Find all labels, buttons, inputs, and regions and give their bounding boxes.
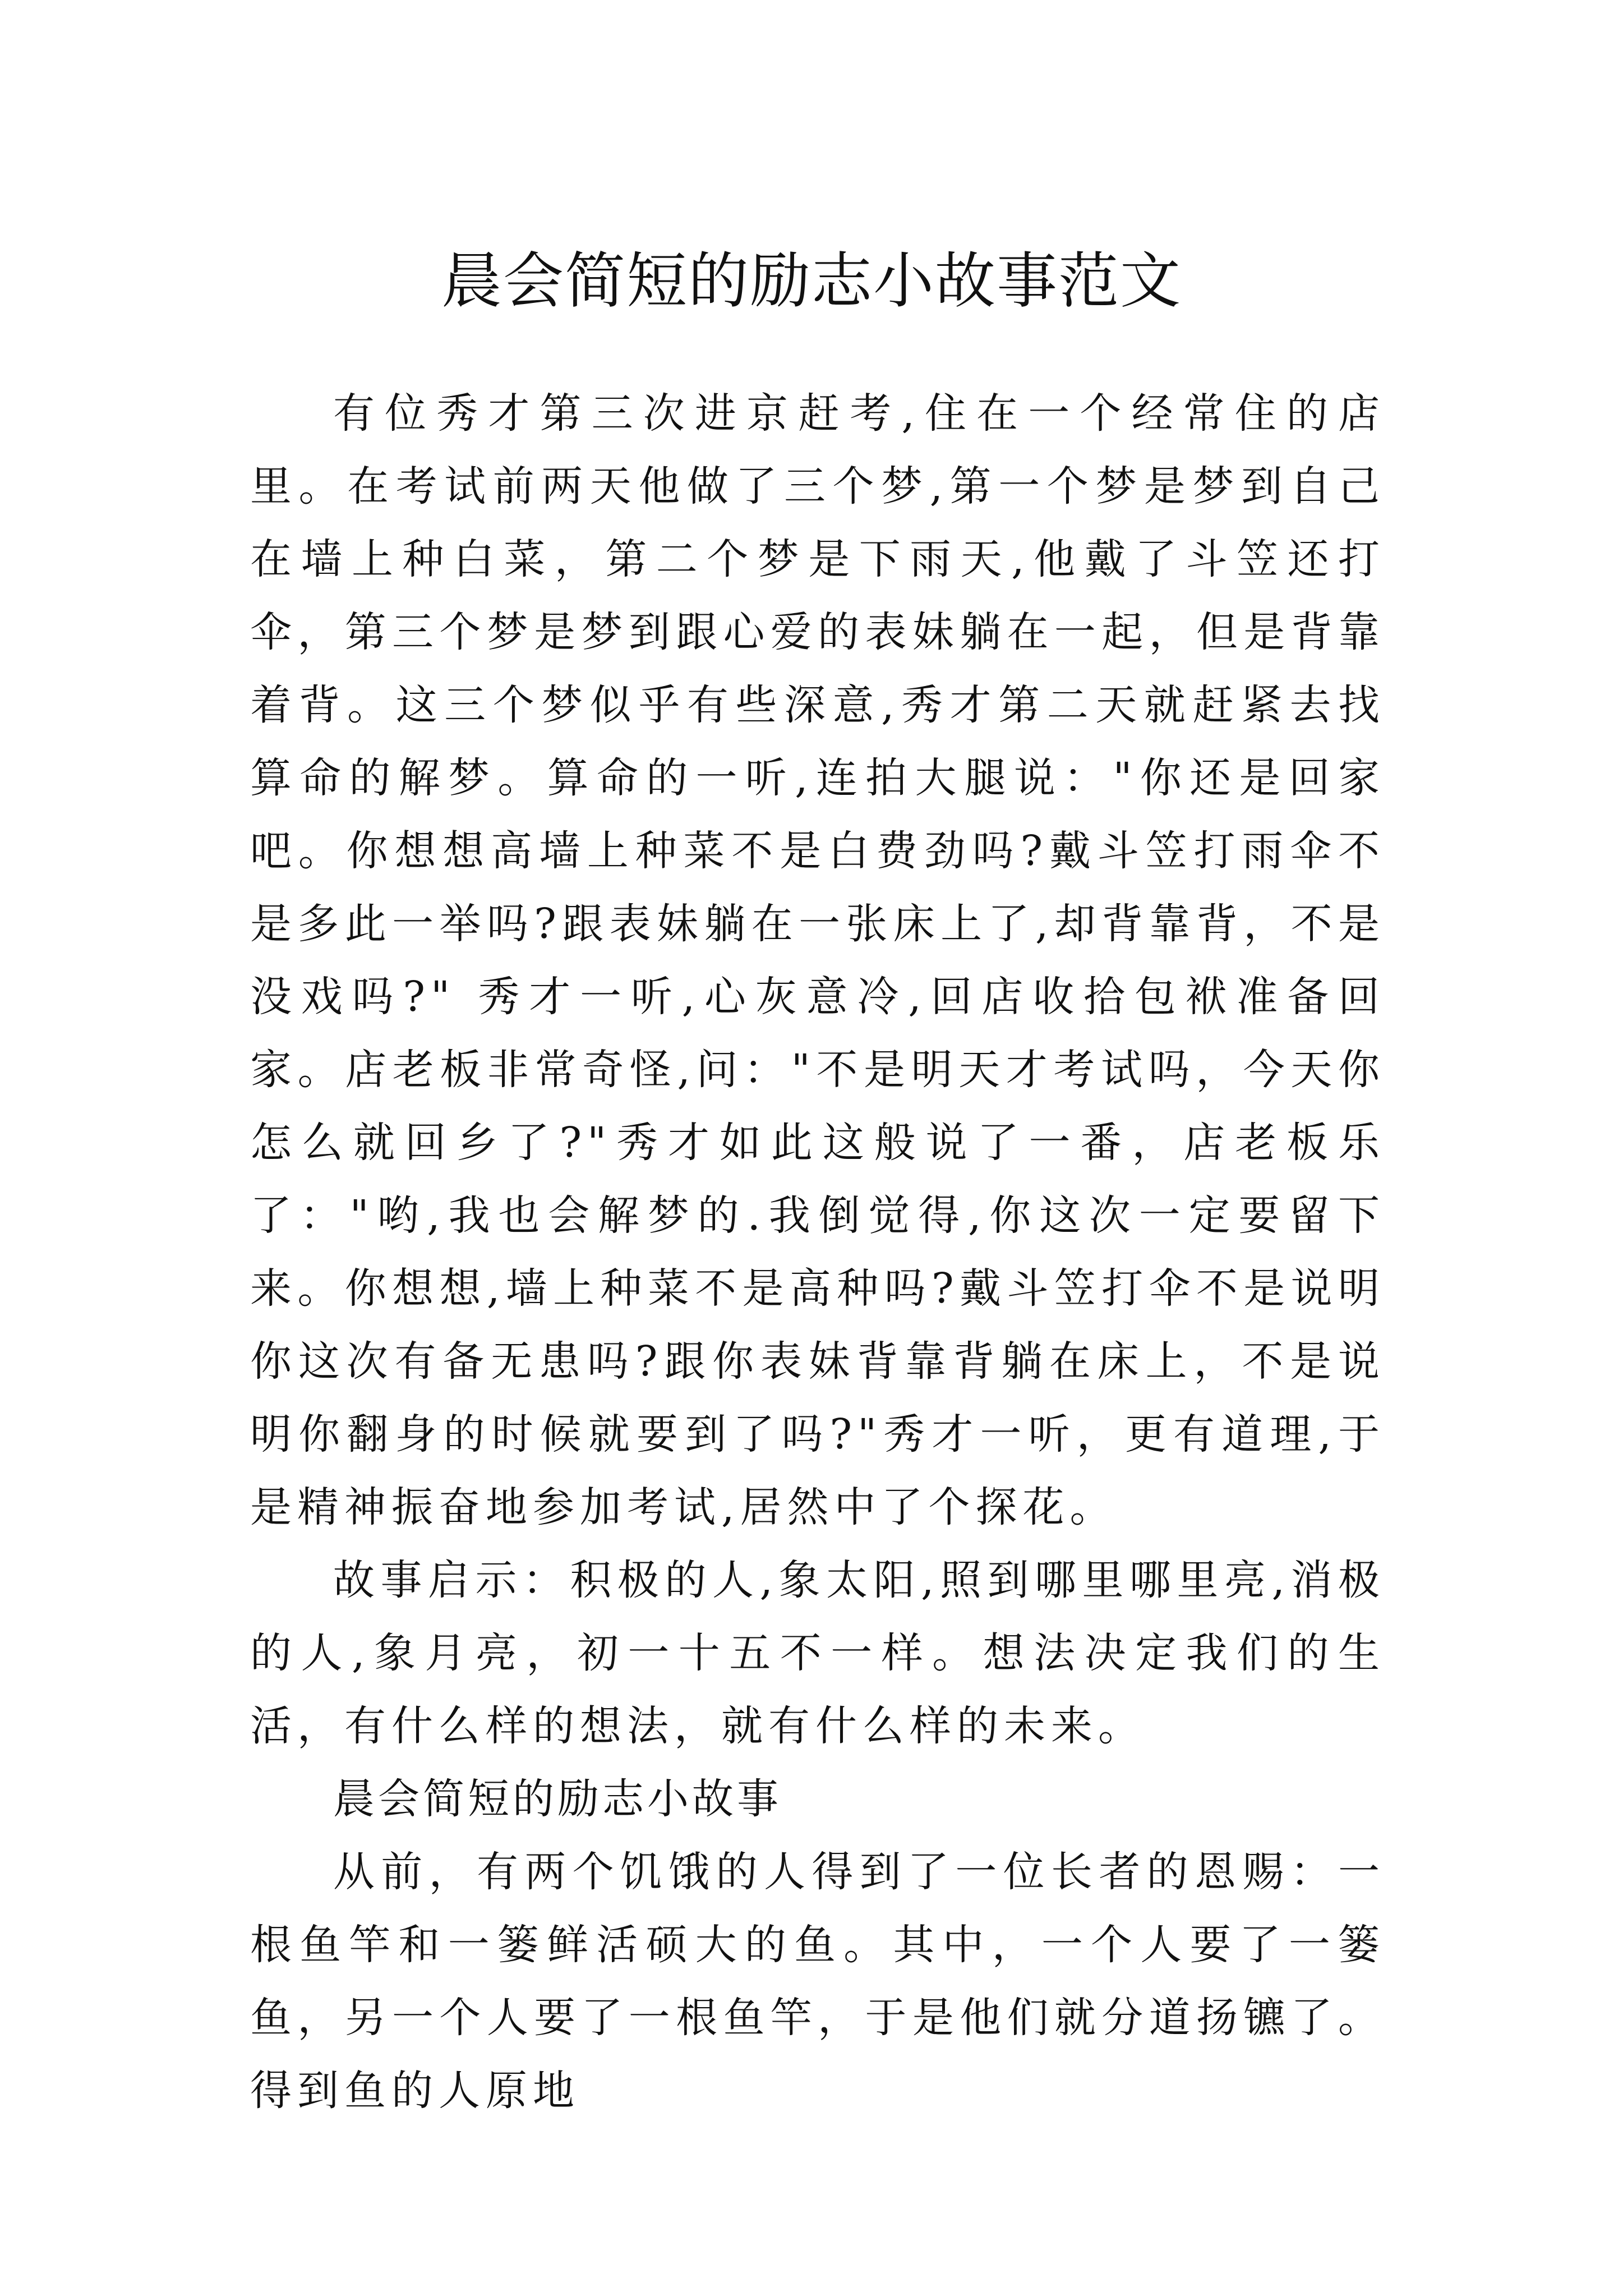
page-title: 晨会简短的励志小故事范文 bbox=[441, 246, 1182, 317]
paragraph-story-lesson: 故事启示：积极的人,象太阳,照到哪里哪里亮,消极的人,象月亮，初一十五不一样。想法决定我们的生活，有什么样的想法，就有什么样的未来。 bbox=[250, 1556, 1385, 1750]
paragraph-story-fishing: 从前，有两个饥饿的人得到了一位长者的恩赐：一根鱼竿和一篓鲜活硕大的鱼。其中，一个人要了一篓鱼，另一个人要了一根鱼竿，于是他们就分道扬镳了。得到鱼的人原地 bbox=[250, 1848, 1385, 2115]
section-heading: 晨会简短的励志小故事 bbox=[333, 1775, 782, 1823]
article-body bbox=[250, 377, 1385, 2127]
paragraph-story-scholar: 有位秀才第三次进京赶考,住在一个经常住的店里。在考试前两天他做了三个梦,第一个梦是梦到自己在墙上种白菜，第二个梦是下雨天,他戴了斗笠还打伞，第三个梦是梦到跟心爱的表妹躺在一起，但是背靠着背。这三个梦似乎有些深意,秀才第二天就赶紧去找算命的解梦。算命的一听,连拍大腿说："你还是回家吧。你想想高墙上种菜不是白费劲吗?戴斗笠打雨伞不是多此一举吗?跟表妹躺在一张床上了,却背靠背，不是没戏吗?" 秀才一听,心灰意冷,回店收拾包袱准备回家。店老板非常奇怪,问："不是明天才考试吗，今天你怎么就回乡了?"秀才如此这般说了一番，店老板乐了："哟,我也会解梦的.我倒觉得,你这次一定要留下来。你想想,墙上种菜不是高种吗?戴斗笠打伞不是说明你这次有备无患吗?跟你表妹背靠背躺在床上，不是说明你翻身的时候就要到了吗?"秀才一听，更有道理,于是精神振奋地参加考试,居然中了个探花。 bbox=[250, 389, 1385, 1531]
